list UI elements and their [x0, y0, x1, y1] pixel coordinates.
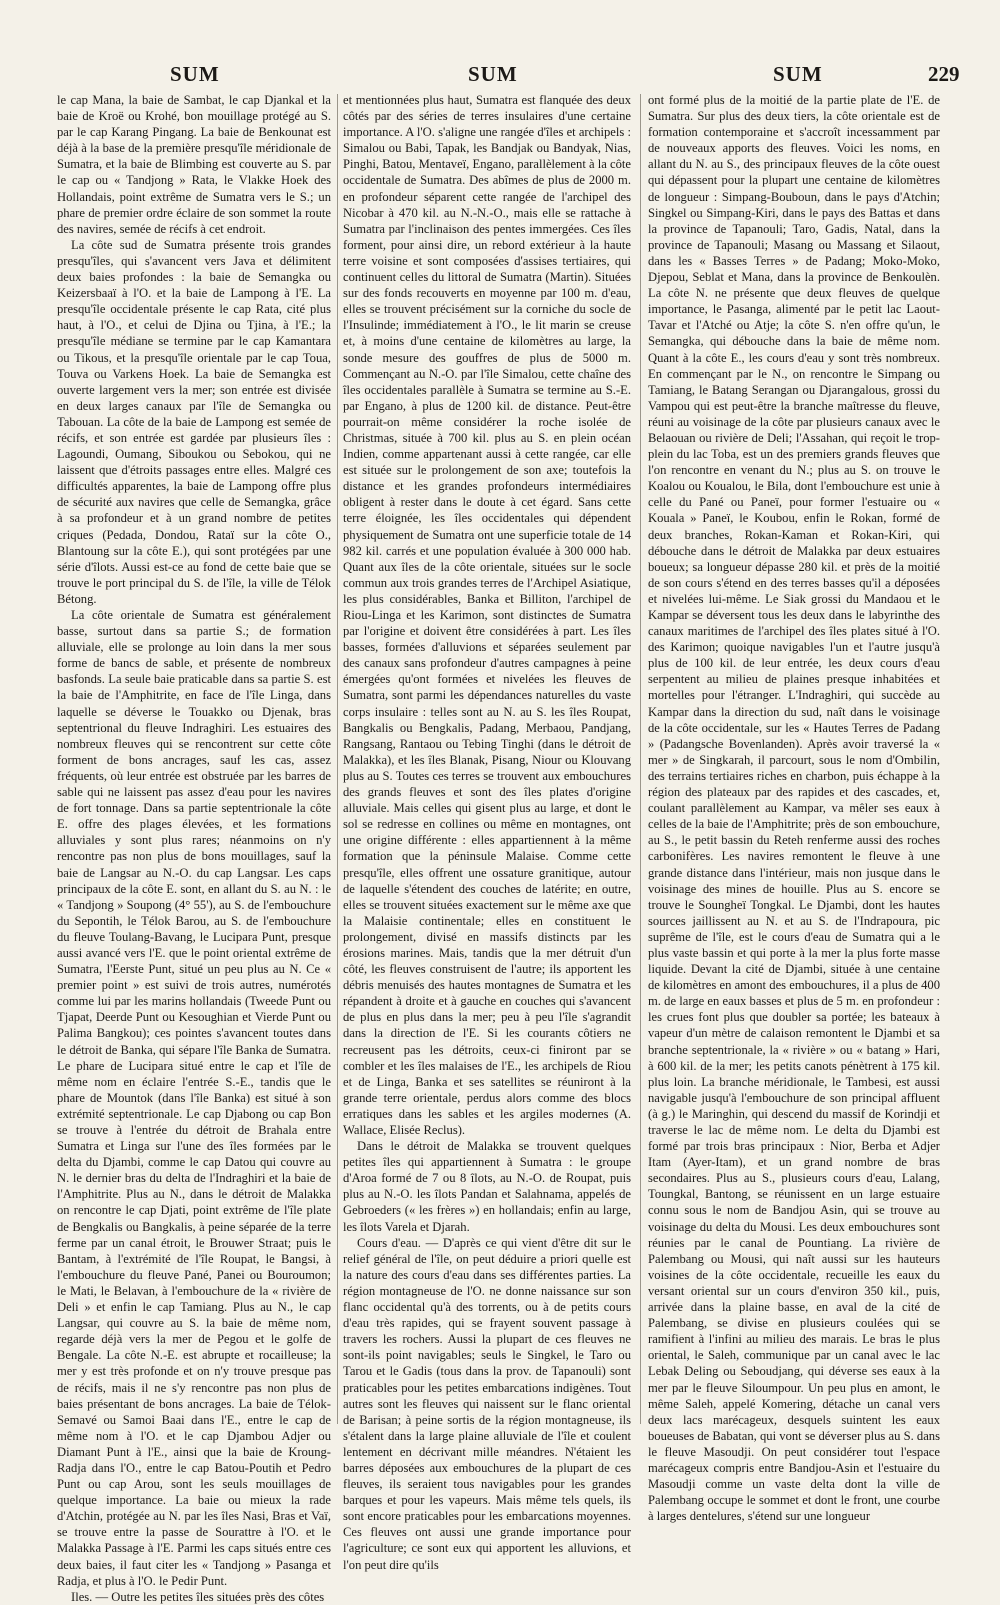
page-number: 229 — [928, 62, 960, 86]
paragraph: ont formé plus de la moitié de la partie plate de l'E. de Sumatra. Sur plus des deux tiers, la côte orientale est de formation contemporaine et s'accroît incessamment par de nouveaux apports des fleuves. Voici les noms, en allant du N. au S., des principaux fleuves de la côte ouest qui dépassent pour la plupart une centaine de kilomètres de longueur : Simpang-Bouboun, dans le pays d'Atchin; Singkel ou Simpang-Kiri, dans le pays des Battas et dans la province de Tapanouli; Taro, Gadis, Natal, dans la province de Tapanouli; Masang ou Massang et Silaout, dans les « Basses Terres » de Padang; Moko-Moko, Djepou, Seblat et Mana, dans la province de Benkoulèn. La côte N. ne présente que deux fleuves de quelque importance, le Pasanga, alimenté par le petit lac Laout-Tavar et l'Atché ou Atje; la côte S. n'en offre qu'un, le Semangka, qui débouche dans la baie de même nom. Quant à la côte E., les cours d'eau y sont très nombreux. En commençant par le N., on rencontre le Simpang ou Tamiang, le Batang Serangan ou Djarangalous, grossi du Vampou qui est peut-être la branche maîtresse du fleuve, réuni au voisinage de la côte par plusieurs canaux avec le Belaouan ou rivière de Deli; l'Assahan, qui reçoit le trop-plein du lac Toba, est un des premiers grands fleuves que l'on rencontre en venant du N.; plus au S. on trouve le Koalou ou Koualou, le Bila, dont l'embouchure est unie à celle du Pané ou Paneï, pour former l'estuaire ou « Kouala » Paneï, le Koubou, enfin le Rokan, formé de deux branches, Rokan-Kaman et Rokan-Kiri, qui débouche dans le détroit de Malakka par deux estuaires boueux; sa longueur dépasse 280 kil. et près de la moitié de son cours s'étend en des terres basses qu'il a déposées et nivelées lui-même. Le Siak grossi du Mandaou et le Kampar se déversent tous les deux dans le labyrinthe des canaux maritimes de l'archipel des îles plates situé à l'O. des Karimon; quoique navigables l'un et l'autre jusqu'à plus de 100 kil. de leur entrée, les deux cours d'eau serpentent au milieu de plaines presque inhabitées et mortelles pour l'étranger. L'Indraghiri, qui succède au Kampar dans la direction du sud, naît dans le voisinage de la côte occidentale, sur les « Hautes Terres de Padang » (Padangsche Bovenlanden). Après avoir traversé la « mer » de Singkarah, il parcourt, sous le nom d'Ombilin, des terrains tertiaires riches en charbon, puis échappe à la région des plateaux par des rapides et des cascades, et, coulant parallèlement au Kampar, va mêler ses eaux à celles de la baie de l'Amphitrite; près de son embouchure, au S., le petit bassin du Reteh renferme aussi des roches carbonifères. Les navires remontent le fleuve à une grande distance dans l'intérieur, mais non jusque dans le voisinage des mines de houille. Plus au S. encore se trouve le Soungheï Tongkal. Le Djambi, dont les hautes sources jaillissent au N. et au S. de l'Indrapoura, pic suprême de l'île, est le cours d'eau de Sumatra qui a le plus vaste bassin et qui porte à la mer la plus forte masse liquide. Devant la cité de Djambi, située à une centaine de kilomètres en amont des embouchures, il a plus de 400 m. de large en eaux basses et plus de 5 m. en profondeur : les crues font plus que doubler sa portée; les bateaux à vapeur d'un mètre de calaison remontent le Djambi et sa branche septentrionale, la « rivière » ou « batang » Hari, à 600 kil. de la mer; les petits canots pénètrent à 175 kil. plus loin. La branche méridionale, le Tambesi, est aussi navigable jusqu'à l'embouchure de son principal affluent (à g.) le Maringhin, qui descend du massif de Korindji et traverse le lac de même nom. Le delta du Djambi est formé par trois bras principaux : Nior, Berba et Adjer Itam (Ayer-Itam), et un grand nombre de bras secondaires. Plus au S., plusieurs cours d'eau, Lalang, Toungkal, Bantong, se réunissent en un large estuaire connu sous le nom de Bandjou Asin, qui se trouve au voisinage du delta du Mousi. Les deux embouchures sont réunies par le canal de Pountiang. La rivière de Palembang ou Mousi, qui naît aussi sur les hauteurs voisines de la côte occidentale, recueille les eaux du versant oriental sur un cours d'environ 350 kil., puis, arrivée dans la plaine basse, en aval de la cité de Palembang, se divise en plusieurs coulées qui se ramifient à l'infini au milieu des marais. Le bras le plus oriental, le Saleh, communique par un canal avec le lac Lebak Deling ou Seboudjang, qui déverse ses eaux à la mer par le fleuve Siloumpour. Un peu plus en amont, le même Saleh, appelé Komering, détache un canal vers deux lacs marécageux, desquels suintent les eaux boueuses de Babatan, qui vont se déverser plus au S. dans le fleuve Masoudji. On peut considérer tout l'espace marécageux compris entre Bandjou-Asin et l'estuaire du Masoudji comme un vaste delta dont la ville de Palembang occupe le sommet et dont le front, une courbe à larges dentelures, s'étend sur une longueur — [648, 93, 940, 1524]
paragraph: La côte orientale de Sumatra est généralement basse, surtout dans sa partie S.; de formation alluviale, elle se prolonge au loin dans la mer sous forme de bancs de sable, et présente de nombreux basfonds. La seule baie praticable dans sa partie S. est la baie de l'Amphitrite, en face de l'île Linga, dans laquelle se déverse le Touakko ou Djenak, bras septentrional du fleuve Indraghiri. Les estuaires des nombreux fleuves qui se rencontrent sur cette côte forment de bons ancrages, sauf les cas, assez fréquents, où leur entrée est obstruée par les barres de sable qui ne laissent pas assez d'eau pour les navires de fort tonnage. Dans sa partie septentrionale la côte E. offre des plages élevées, et les formations alluviales y sont plus rares; néanmoins on n'y rencontre pas non plus de bons mouillages, sauf la baie de Langsar au N.-O. du cap Langsar. Les caps principaux de la côte E. sont, en allant du S. au N. : le « Tandjong » Soupong (4° 55'), au S. de l'embouchure du Sepontih, le Télok Barou, au S. de l'embouchure du fleuve Toulang-Bavang, le Lucipara Punt, presque aussi avancé vers l'E. que le point oriental extrême de Sumatra, l'Eerste Punt, situé un peu plus au N. Ce « premier point » est suivi de trois autres, numérotés comme lui par les marins hollandais (Tweede Punt ou Tjapat, Deerde Punt ou Kesoughian et Vierde Punt ou Palima Bangkou); ces pointes s'avancent toutes dans le détroit de Banka, qui sépare l'île Banka de Sumatra. Le phare de Lucipara situé entre le cap et l'île de même nom en éclaire l'entrée S.-E., tandis que le phare de Mountok (dans l'île Banka) est situé à son extrémité septentrionale. Le cap Djabong ou cap Bon se trouve à l'entrée du détroit de Brahala entre Sumatra et Linga sur l'une des îles formées par le delta du Djambi, comme le cap Datou qui couvre au N. le dernier bras du delta de l'Indraghiri et la baie de l'Amphitrite. Plus au N., dans le détroit de Malakka on rencontre le cap Djati, point extrême de l'île plate de Bengkalis ou Bangkalis, à peine séparée de la terre ferme par un canal étroit, le Brouwer Straat; puis le Bantam, à l'extrémité de l'île Roupat, le Bangsi, à l'embouchure du fleuve Pané, Panei ou Bouroumon; le Mati, le Belavan, à l'embouchure de la « rivière de Deli » et enfin le cap Tamiang. Plus au N., le cap Langsar, qui couvre au S. la baie de même nom, regarde déjà vers la mer de Pegou et le golfe de Bengale. La côte N.-E. est abrupte et rocailleuse; la mer y est très profonde et on n'y trouve presque pas de récifs, mais il ne s'y rencontre pas non plus de baies présentant de bons ancrages. La baie de Télok-Semavé ou Samoi Baai dans l'E., entre le cap de même nom à l'O. et le cap Djambou Adjer ou Diamant Punt à l'E., ainsi que la baie de Kroung-Radja dans l'O., entre le cap Batou-Poutih et Pedro Punt ou cap Arou, sont les seuls mouillages de quelque importance. La baie ou mieux la rade d'Atchin, protégée au N. par les îles Nasi, Bras et Vaï, se trouve entre la passe de Sourattre à l'O. et le Malakka Passage à l'E. Parmi les caps situés entre ces deux baies, il faut citer les « Tandjong » Pasanga et Radja, et plus à l'O. le Pedir Punt. — [57, 608, 331, 1588]
header-center: SUM — [468, 62, 518, 86]
paragraph: La côte sud de Sumatra présente trois grandes presqu'îles, qui s'avancent vers Java et délimitent deux baies profondes : la baie de Semangka ou Keizersbaaï à l'O. et la baie de Lampong à l'E. La presqu'île occidentale présente le cap Rata, cité plus haut, à l'O., et celui de Djina ou Tjina, à l'E.; la presqu'île médiane se termine par le cap Kamantara ou Tikous, et la presqu'île orientale par le cap Toua, Touva ou Varkens Hoek. La baie de Semangka est ouverte largement vers la mer; son entrée est divisée en deux larges canaux par l'île de Semangka ou Tabouan. La côte de la baie de Lampong est semée de récifs, et son entrée est gardée par plusieurs îles : Lagoundi, Oumang, Siboukou ou Sebokou, qui ne laissent que d'étroits passages entre elles. Malgré ces difficultés apparentes, la baie de Lampong offre plus de sécurité aux navires que celle de Semangka, grâce à sa profondeur et à un grand nombre de petites criques (Pedada, Dondou, Rataï sur la côte O., Blantoung sur la côte E.), qui sont protégées par une série d'îlots. Aussi est-ce au fond de cette baie que se trouve le port principal du S. de l'île, la ville de Télok Bétong. — [57, 237, 331, 606]
paragraph: Iles. — Outre les petites îles situées près des côtes — [71, 1589, 325, 1604]
column-divider — [337, 94, 338, 1424]
text-column-2 — [343, 92, 631, 1572]
text-column-1 — [57, 92, 331, 1604]
paragraph: Cours d'eau. — D'après ce qui vient d'être dit sur le relief général de l'île, on peut déduire a priori quelle est la nature des cours d'eau dans ses différentes parties. La région montagneuse de l'O. ne donne naissance sur son flanc occidental qu'à des torrents, ou à de petits cours d'eau très rapides, qui se frayent souvent passage à travers les rochers. Aussi la plupart de ces fleuves ne sont-ils point navigables; seuls le Singkel, le Taro ou Tarou et le Gadis (tous dans la prov. de Tapanouli) sont praticables pour les petites embarcations indigènes. Tout autres sont les fleuves qui naissent sur le flanc oriental de Barisan; à peine sortis de la région montagneuse, ils s'étalent dans la large plaine alluviale de l'île et coulent lentement en décrivant mille méandres. N'étaient les barres déposées aux embouchures de la plupart de ces fleuves, ils seraient tous navigables pour les grandes barques et pour les vapeurs. Mais même tels quels, ils sont encore praticables pour les embarcations moyennes. Ces fleuves ont aussi une grande importance pour l'agriculture; ce sont eux qui apportent les alluvions, et l'on peut dire qu'ils — [343, 1235, 631, 1572]
column-divider — [640, 94, 641, 1424]
text-column-3 — [648, 92, 940, 1524]
paragraph: et mentionnées plus haut, Sumatra est flanquée des deux côtés par des séries de terres insulaires d'une certaine importance. A l'O. s'aligne une rangée d'îles et archipels : Simalou ou Babi, Tapak, les Bandjak ou Bandyak, Nias, Pinghi, Batou, Mentaveï, Engano, parallèlement à la côte occidentale de Sumatra. Des abîmes de plus de 2000 m. en profondeur séparent cette rangée de l'archipel des Nicobar à 470 kil. au N.-N.-O., mais elle se rattache à Sumatra par l'inclinaison des pentes immergées. Ces îles forment, pour ainsi dire, un rebord extérieur à la haute terre voisine et sont composées d'assises tertiaires, qui continuent celles du littoral de Sumatra (Martin). Situées sur des fonds recouverts en moyenne par 100 m. d'eau, elles se trouvent précisément sur la corniche du socle de l'Insulinde; immédiatement à l'O., le lit marin se creuse et, à moins d'une centaine de kilomètres au large, la sonde mesure des gouffres de plus de 5000 m. Commençant au N.-O. par l'île Simalou, cette chaîne des îles occidentales parallèle à Sumatra se termine au S.-E. par Engano, à plus de 1200 kil. de distance. Peut-être pourrait-on même considérer la roche isolée de Christmas, située à 700 kil. plus au S. en plein océan Indien, comme appartenant aussi à cette rangée, car elle est située sur le prolongement de son axe; toutefois la distance et les grandes profondeurs intermédiaires obligent à rester dans le doute à cet égard. Sans cette terre éloignée, les îles occidentales qui dépendent physiquement de Sumatra ont une superficie totale de 14 982 kil. carrés et une population évaluée à 300 000 hab. Quant aux îles de la côte orientale, situées sur le socle commun aux trois grandes terres de l'Archipel Asiatique, les plus considérables, Banka et Billiton, l'archipel de Riou-Linga et les Karimon, sont distinctes de Sumatra par l'origine et doivent être considérées à part. Les îles basses, formées d'alluvions et séparées seulement par des canaux sans profondeur d'autres campagnes à peine émergées qu'ont formées et nivelées les fleuves de Sumatra, sont parmi les dépendances naturelles du vaste corps insulaire : telles sont au N. au S. les îles Roupat, Bangkalis ou Bengkalis, Padang, Merbaou, Pandjang, Rangsang, Rantaou ou Tebing Tinghi (dans le détroit de Malakka), et les îles Blanak, Pisang, Niour ou Klouvang plus au S. Toutes ces terres se trouvent aux embouchures des grands fleuves et sont des îles plates d'origine alluviale. Mais celles qui gisent plus au large, et dont le sol se redresse en collines ou même en montagnes, ont une origine différente : elles appartiennent à la même formation que la péninsule Malaise. Comme cette presqu'île, elles offrent une ossature granitique, autour de laquelle s'étendent des couches de latérite; en outre, elles se trouvent situées exactement sur le même axe que la Malaisie continentale; elles en constituent le prolongement, divisé en massifs distincts par les érosions marines. Mais, tandis que la mer détruit d'un côté, les fleuves construisent de l'autre; ils apportent les débris menuisés des hautes montagnes de Sumatra et les répandent à droite et à gauche en couches qui s'avancent de plus en plus dans la mer; peu à peu l'île s'agrandit dans la direction de l'E. Si les courants côtiers ne recreusent pas les détroits, ceux-ci finiront par se combler et les îles malaises de l'E., les archipels de Riou et de Linga, Banka et ses satellites se réuniront à la grande terre orientale, perdus alors comme des blocs erratiques dans les sables et les argiles modernes (A. Wallace, Elisée Reclus). — [343, 93, 631, 1137]
header-left: SUM — [170, 62, 220, 86]
paragraph: Dans le détroit de Malakka se trouvent quelques petites îles qui appartiennent à Sumatra : le groupe d'Aroa formé de 7 ou 8 îlots, au N.-O. de Roupat, puis plus au N.-O. les îlots Pandan et Salahnama, appelés de Gebroeders (« les frères ») en hollandais; enfin au large, les îlots Varela et Djarah. — [343, 1139, 631, 1234]
paragraph: le cap Mana, la baie de Sambat, le cap Djankal et la baie de Kroë ou Krohé, bon mouillage protégé au S. par le cap Karang Pingang. La baie de Benkounat est déjà à la base de la première presqu'île méridionale de Sumatra, et la baie de Blimbing est couverte au S. par le cap ou « Tandjong » Rata, le Vlakke Hoek des Hollandais, point extrême de Sumatra vers le S.; un phare de premier ordre éclaire de son sommet la route des navires, semée de récifs à cet endroit. — [57, 93, 331, 236]
header-right: SUM — [773, 62, 823, 86]
